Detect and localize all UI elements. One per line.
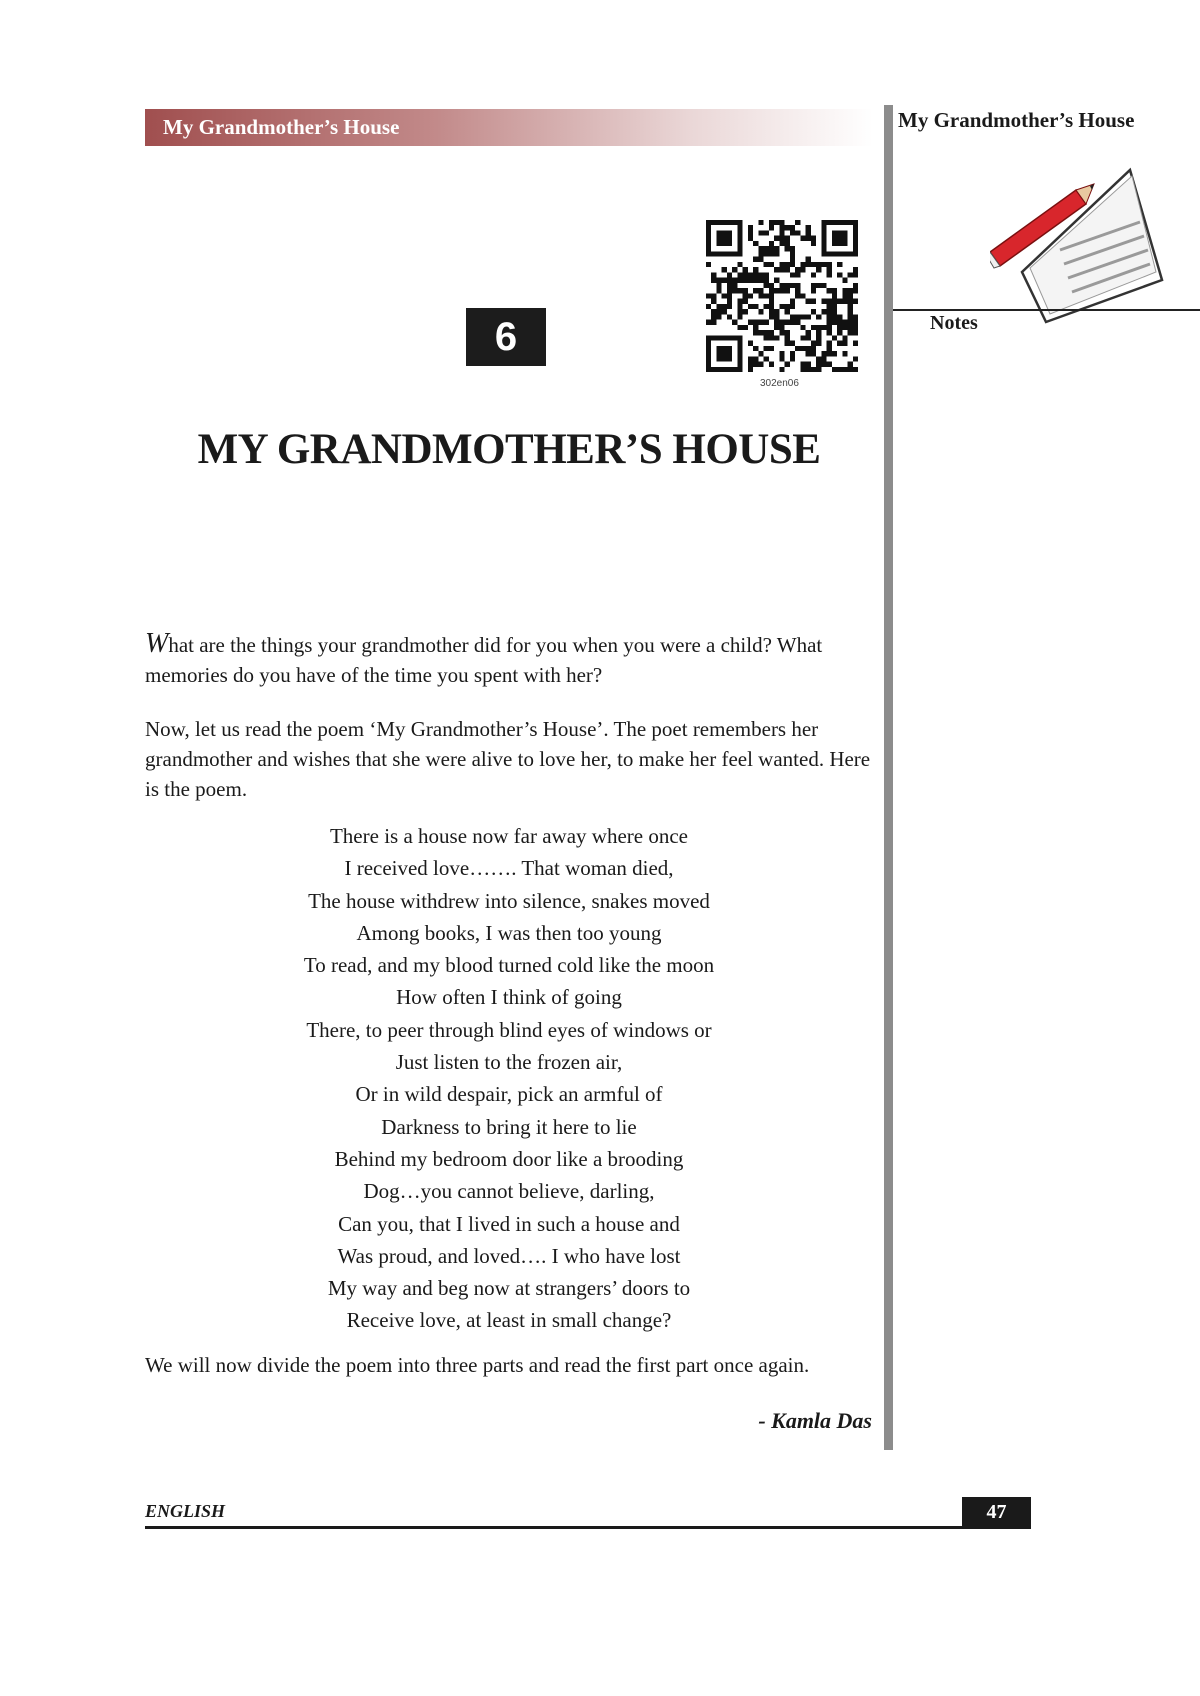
chapter-number-badge: 6 (466, 308, 546, 366)
poem-line: Receive love, at least in small change? (346, 1308, 672, 1333)
poem-line: Among books, I was then too young (356, 920, 662, 945)
poem-body (145, 820, 873, 1337)
poem-line: Just listen to the frozen air, (395, 1050, 623, 1075)
poem-line: Can you, that I lived in such a house and (338, 1211, 680, 1236)
poem-line: There, to peer through blind eyes of windows or (306, 1017, 712, 1042)
qr-code-label: 302en06 (760, 378, 799, 389)
intro-paragraph-2: Now, let us read the poem ‘My Grandmother’s House’. The poet remembers her grandmother and wishes that she were alive to love her, to make her feel wanted. Here is the poem. (145, 717, 871, 801)
poem-line: How often I think of going (396, 985, 622, 1010)
poem-line: Darkness to bring it here to lie (381, 1114, 637, 1139)
poem-line: Or in wild despair, pick an armful of (355, 1082, 663, 1107)
page-number: 47 (962, 1497, 1031, 1527)
dropcap-letter: W (145, 628, 169, 659)
notes-rule (893, 309, 1200, 311)
poem-line: My way and beg now at strangers’ doors to (327, 1276, 691, 1301)
followup-paragraph: We will now divide the poem into three parts and read the first part once again. (145, 1353, 810, 1377)
running-header-band (145, 109, 873, 146)
footer-rule (145, 1526, 1031, 1529)
poem-line: I received love……. That woman died, (344, 856, 674, 881)
notepad-icon (1022, 170, 1162, 322)
poem-line: The house withdrew into silence, snakes moved (308, 888, 710, 913)
intro-paragraph-1 (145, 629, 875, 690)
poem-author: - Kamla Das (758, 1408, 872, 1433)
qr-code-image[interactable] (706, 220, 858, 372)
poem-line: Dog…you cannot believe, darling, (363, 1179, 655, 1204)
margin-divider (884, 105, 893, 1450)
poem-line: Behind my bedroom door like a brooding (334, 1146, 684, 1171)
running-header-title: My Grandmother’s House (163, 115, 400, 139)
side-running-title: My Grandmother’s House (898, 108, 1135, 132)
notes-label: Notes (930, 312, 978, 334)
chapter-title: MY GRANDMOTHER’S HOUSE (197, 426, 821, 473)
footer-subject: ENGLISH (145, 1501, 226, 1521)
poem-line: To read, and my blood turned cold like the moon (303, 953, 715, 978)
poem-line: There is a house now far away where once (329, 824, 688, 848)
poem-line: Was proud, and loved…. I who have lost (337, 1243, 681, 1268)
intro-paragraph-1-text: hat are the things your grandmother did for you when you were a child? What memories do you have of the time you spent with her? (145, 633, 823, 687)
